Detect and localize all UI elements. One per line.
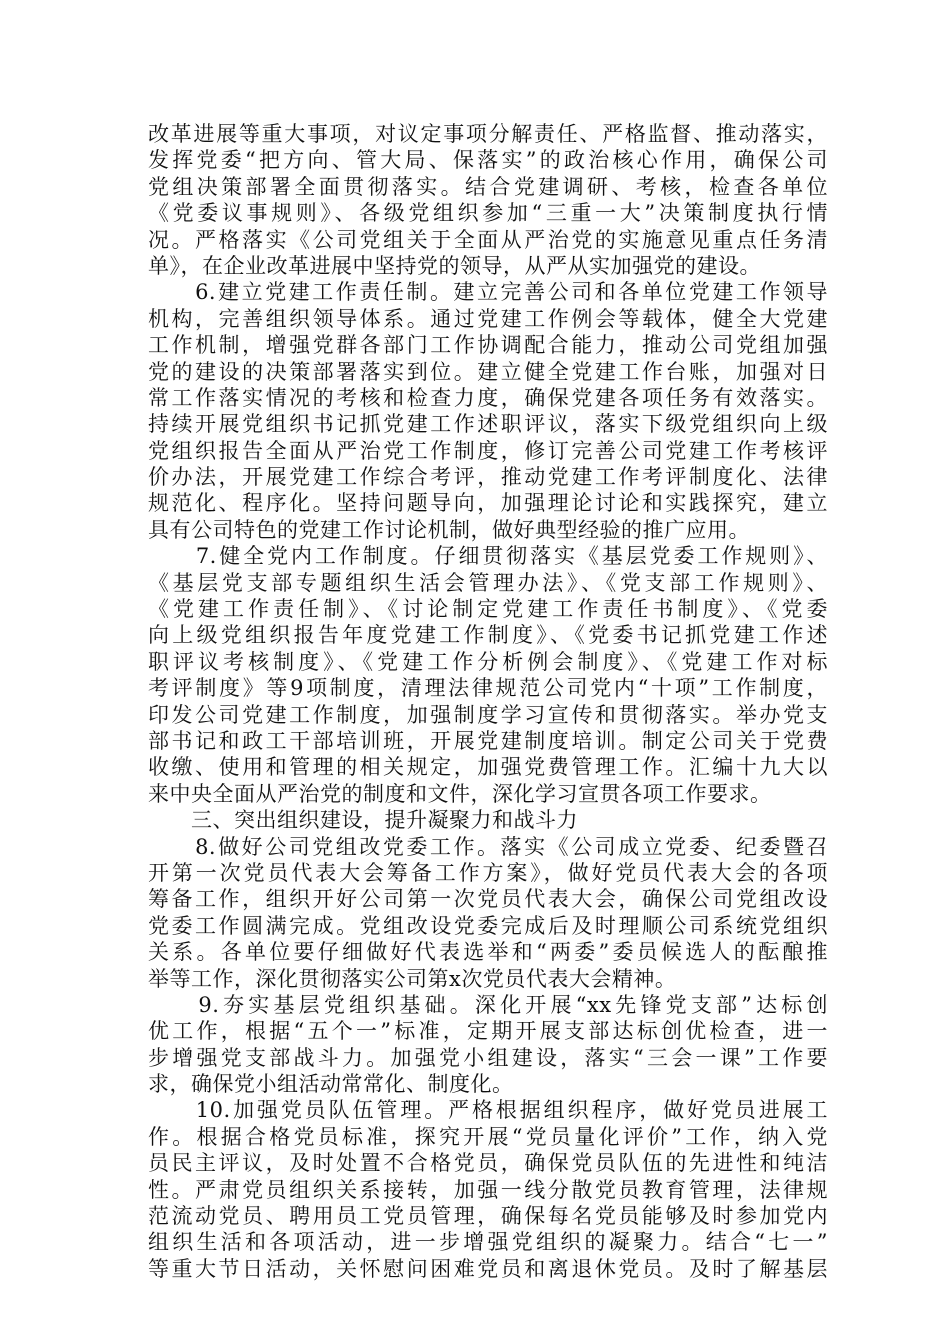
- text-line: 常工作落实情况的考核和检查力度，确保党建各项任务有效落实。: [148, 385, 828, 410]
- text-line: 作。根据合格党员标准，探究开展“党员量化评价”工作，纳入党: [148, 1124, 828, 1149]
- text-line: 党组决策部署全面贯彻落实。结合党建调研、考核，检查各单位: [148, 174, 828, 199]
- text-line: 8.做好公司党组改党委工作。落实《公司成立党委、纪委暨召: [148, 834, 828, 859]
- text-line: 持续开展党组织书记抓党建工作述职评议，落实下级党组织向上级: [148, 412, 828, 437]
- document-body: [148, 121, 828, 1282]
- text-line: 收缴、使用和管理的相关规定，加强党费管理工作。汇编十九大以: [148, 755, 828, 780]
- text-line: 来中央全面从严治党的制度和文件，深化学习宣贯各项工作要求。: [148, 781, 772, 806]
- text-line: 改革进展等重大事项，对议定事项分解责任、严格监督、推动落实，: [148, 122, 828, 146]
- text-line: 性。严肃党员组织关系接转，加强一线分散党员教育管理，法律规: [148, 1177, 828, 1202]
- text-line: 印发公司党建工作制度，加强制度学习宣传和贯彻落实。举办党支: [148, 702, 828, 727]
- text-line: 员民主评议，及时处置不合格党员，确保党员队伍的先进性和纯洁: [148, 1151, 828, 1176]
- text-line: 价办法，开展党建工作综合考评，推动党建工作考评制度化、法律: [148, 465, 828, 490]
- text-line: 职评议考核制度》、《党建工作分析例会制度》、《党建工作对标: [148, 649, 828, 674]
- text-line: 开第一次党员代表大会筹备工作方案》，做好党员代表大会的各项: [148, 860, 828, 885]
- text-line: 求，确保党小组活动常常化、制度化。: [148, 1072, 514, 1097]
- text-line: 10.加强党员队伍管理。严格根据组织程序，做好党员进展工: [148, 1098, 828, 1123]
- text-line: 7.健全党内工作制度。仔细贯彻落实《基层党委工作规则》、: [148, 544, 828, 569]
- text-line: 部书记和政工干部培训班，开展党建制度培训。制定公司关于党费: [148, 728, 828, 753]
- text-line: 6.建立党建工作责任制。建立完善公司和各单位党建工作领导: [148, 280, 828, 305]
- text-line: 等重大节日活动，关怀慰问困难党员和离退休党员。及时了解基层: [148, 1256, 828, 1281]
- text-line: 具有公司特色的党建工作讨论机制，做好典型经验的推广应用。: [148, 517, 750, 542]
- section-heading: 三、突出组织建设，提升凝聚力和战斗力: [148, 808, 578, 833]
- text-line: 关系。各单位要仔细做好代表选举和“两委”委员候选人的酝酿推: [148, 940, 828, 965]
- text-line: 优工作，根据“五个一”标准，定期开展支部达标创优检查，进一: [148, 1019, 828, 1044]
- text-line: 考评制度》等9项制度，清理法律规范公司党内“十项”工作制度，: [148, 676, 828, 701]
- text-line: 发挥党委“把方向、管大局、保落实”的政治核心作用，确保公司: [148, 148, 828, 173]
- text-line: 党委工作圆满完成。党组改设党委完成后及时理顺公司系统党组织: [148, 913, 828, 938]
- text-line: 机构，完善组织领导体系。通过党建工作例会等载体，健全大党建: [148, 306, 828, 331]
- text-line: 组织生活和各项活动，进一步增强党组织的凝聚力。结合“七一”: [148, 1230, 828, 1255]
- text-line: 9.夯实基层党组织基础。深化开展“xx先锋党支部”达标创: [148, 992, 828, 1017]
- text-line: 向上级党组织报告年度党建工作制度》、《党委书记抓党建工作述: [148, 623, 828, 648]
- text-line: 规范化、程序化。坚持问题导向，加强理论讨论和实践探究，建立: [148, 491, 828, 516]
- text-line: 范流动党员、聘用员工党员管理，确保每名党员能够及时参加党内: [148, 1204, 828, 1229]
- text-line: 《党委议事规则》、各级党组织参加“三重一大”决策制度执行情: [148, 201, 828, 226]
- text-line: 况。严格落实《公司党组关于全面从严治党的实施意见重点任务清: [148, 227, 828, 252]
- text-line: 步增强党支部战斗力。加强党小组建设，落实“三会一课”工作要: [148, 1045, 828, 1070]
- text-line: 举等工作，深化贯彻落实公司第x次党员代表大会精神。: [148, 966, 677, 991]
- text-line: 单》，在企业改革进展中坚持党的领导，从严从实加强党的建设。: [148, 253, 761, 278]
- text-line: 党组织报告全面从严治党工作制度，修订完善公司党建工作考核评: [148, 438, 828, 463]
- text-line: 党的建设的决策部署落实到位。建立健全党建工作台账，加强对日: [148, 359, 828, 384]
- text-line: 《基层党支部专题组织生活会管理办法》、《党支部工作规则》、: [148, 570, 828, 595]
- text-line: 筹备工作，组织开好公司第一次党员代表大会，确保公司党组改设: [148, 887, 828, 912]
- text-line: 工作机制，增强党群各部门工作协调配合能力，推动公司党组加强: [148, 333, 828, 358]
- text-line: 《党建工作责任制》、《讨论制定党建工作责任书制度》、《党委: [148, 597, 828, 622]
